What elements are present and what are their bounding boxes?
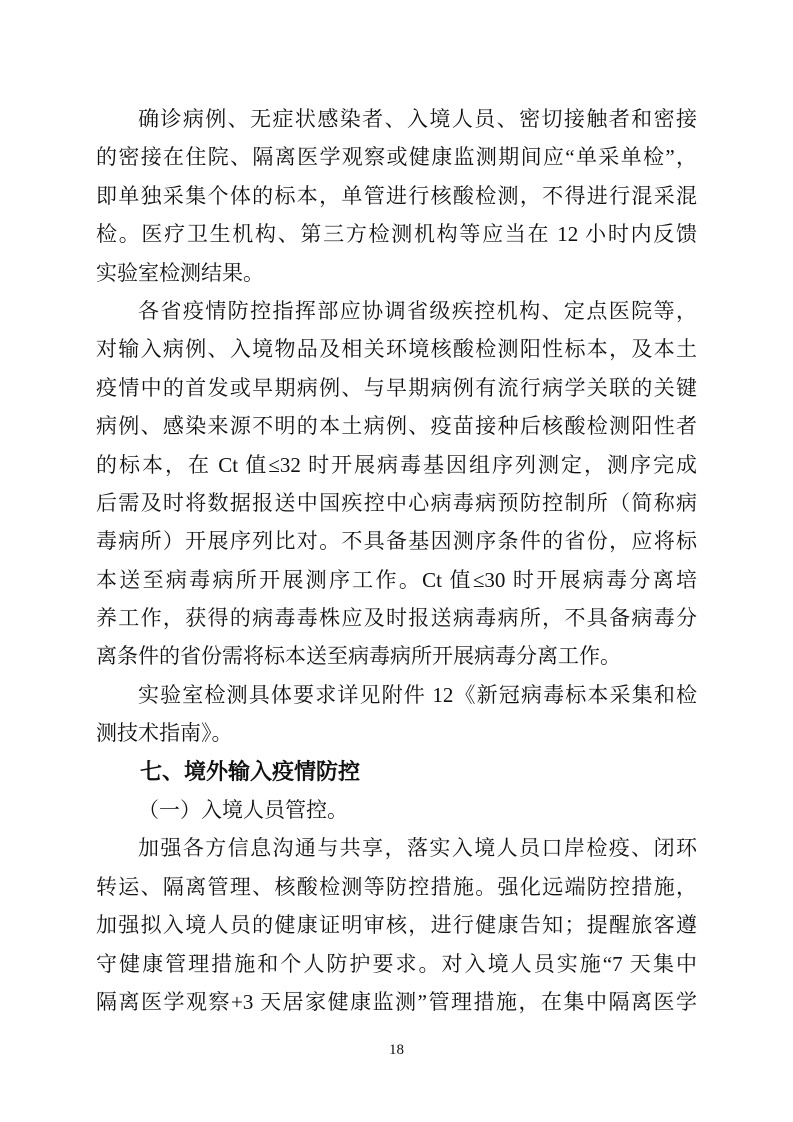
text-line: 检。医疗卫生机构、第三方检测机构等应当在 12 小时内反馈 (96, 222, 697, 247)
text-line: 的密接在住院、隔离医学观察或健康监测期间应“单采单检”， (96, 145, 697, 170)
paragraph (96, 829, 697, 1021)
paragraph (96, 292, 697, 676)
text-line: 加强各方信息沟通与共享，落实入境人员口岸检疫、闭环 (138, 836, 697, 861)
text-line: 实验室检测结果。 (96, 260, 264, 285)
text-line: 本送至病毒病所开展测序工作。Ct 值≤30 时开展病毒分离培 (96, 567, 697, 592)
text-line: 后需及时将数据报送中国疾控中心病毒病预防控制所（简称病 (96, 490, 697, 515)
text-line: 隔离医学观察+3 天居家健康监测”管理措施，在集中隔离医学 (96, 989, 697, 1014)
text-line: 测技术指南》。 (96, 721, 233, 746)
paragraph (96, 100, 697, 292)
text-line: 的标本，在 Ct 值≤32 时开展病毒基因组序列测定，测序完成 (96, 452, 697, 477)
text-line: 对输入病例、入境物品及相关环境核酸检测阳性标本，及本土 (96, 337, 697, 362)
text-line: 加强拟入境人员的健康证明审核，进行健康告知；提醒旅客遵 (96, 913, 697, 938)
text-line: 实验室检测具体要求详见附件 12《新冠病毒标本采集和检 (138, 682, 697, 707)
page-number: 18 (389, 1042, 404, 1058)
text-line: 离条件的省份需将标本送至病毒病所开展病毒分离工作。 (96, 644, 621, 669)
page-footer (96, 1040, 697, 1060)
section-heading (96, 753, 697, 791)
text-line: 疫情中的首发或早期病例、与早期病例有流行病学关联的关键 (96, 375, 697, 400)
text-line: 转运、隔离管理、核酸检测等防控措施。强化远端防控措施， (96, 874, 697, 899)
text-line: 七、境外输入疫情防控 (140, 758, 361, 784)
text-line: 即单独采集个体的标本，单管进行核酸检测，不得进行混采混 (96, 183, 697, 208)
text-line: 养工作，获得的病毒毒株应及时报送病毒病所，不具备病毒分 (96, 606, 697, 631)
text-line: 各省疫情防控指挥部应协调省级疾控机构、定点医院等， (138, 298, 697, 323)
text-line: （一）入境人员管控。 (138, 798, 348, 823)
paragraph (96, 676, 697, 753)
text-line: 毒病所）开展序列比对。不具备基因测序条件的省份，应将标 (96, 529, 697, 554)
text-line: 确诊病例、无症状感染者、入境人员、密切接触者和密接 (138, 107, 697, 131)
document-body-text (96, 100, 697, 1021)
text-line: 守健康管理措施和个人防护要求。对入境人员实施“7 天集中 (96, 951, 697, 976)
subsection-heading (96, 791, 697, 829)
text-line: 病例、感染来源不明的本土病例、疫苗接种后核酸检测阳性者 (96, 414, 697, 439)
